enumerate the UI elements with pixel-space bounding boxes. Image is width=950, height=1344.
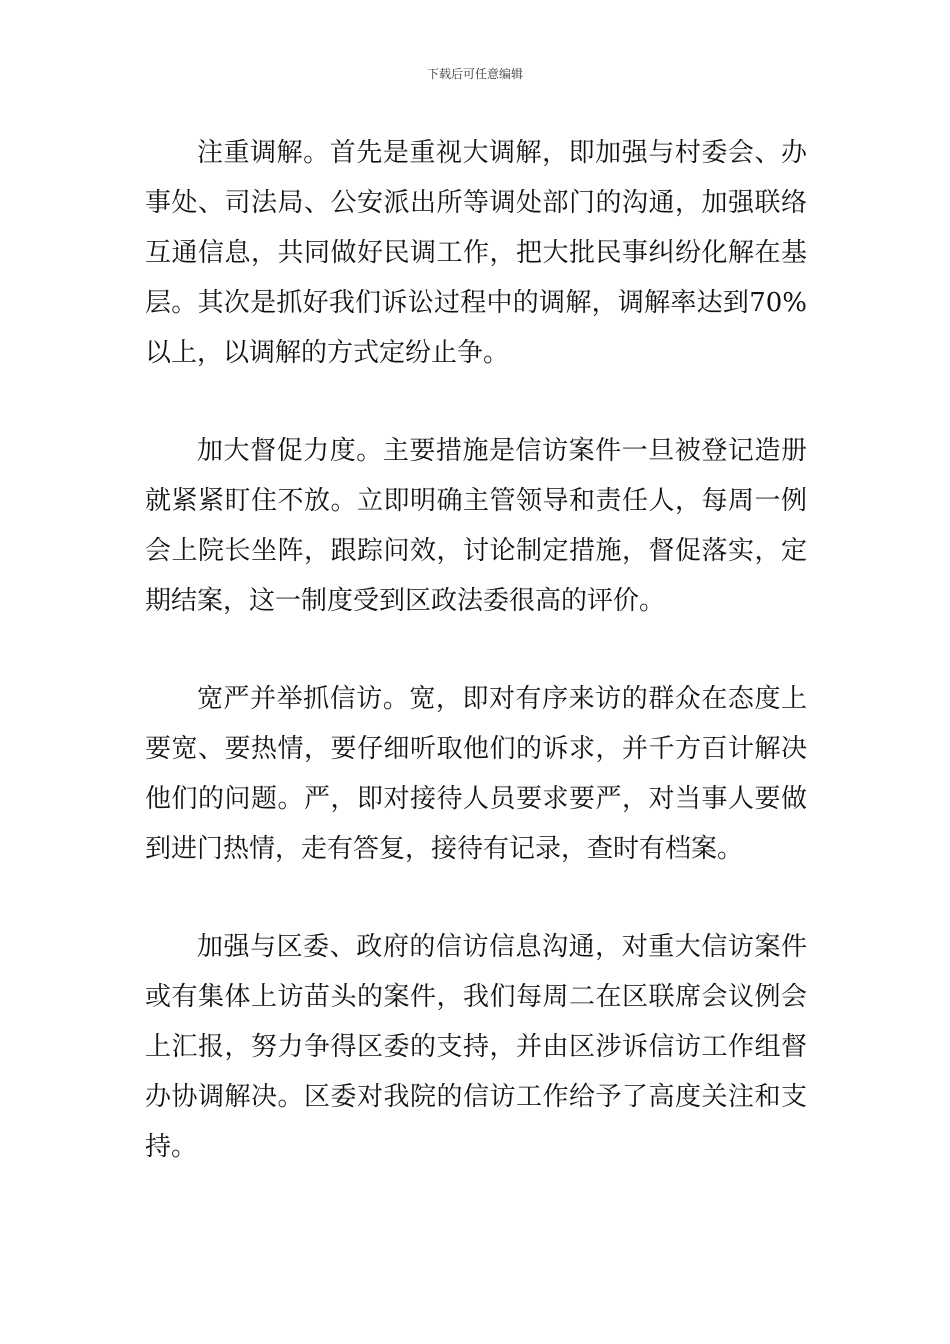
paragraph-mediation: 注重调解。首先是重视大调解，即加强与村委会、办事处、司法局、公安派出所等调处部门的沟通，加强联络互通信息，共同做好民调工作，把大批民事纠纷化解在基层。其次是抓好我们诉讼过程中的调解，调解率达到70%以上，以调解的方式定纷止争。: [145, 138, 807, 368]
paragraph-supervision: 加大督促力度。主要措施是信访案件一旦被登记造册就紧紧盯住不放。立即明确主管领导和责任人，每周一例会上院长坐阵，跟踪问效，讨论制定措施，督促落实，定期结案，这一制度受到区政法委很高的评价。: [145, 436, 807, 616]
document-body: [145, 128, 807, 1220]
paragraph-lenient-strict: 宽严并举抓信访。宽，即对有序来访的群众在态度上要宽、要热情，要仔细听取他们的诉求，并千方百计解决他们的问题。严，即对接待人员要求要严，对当事人要做到进门热情，走有答复，接待有记录，查时有档案。: [145, 684, 807, 864]
paragraph-communication: 加强与区委、政府的信访信息沟通，对重大信访案件或有集体上访苗头的案件，我们每周二在区联席会议例会上汇报，努力争得区委的支持，并由区涉诉信访工作组督办协调解决。区委对我院的信访工作给予了高度关注和支持。: [145, 932, 807, 1162]
header-note: 下载后可任意编辑: [426, 67, 523, 81]
